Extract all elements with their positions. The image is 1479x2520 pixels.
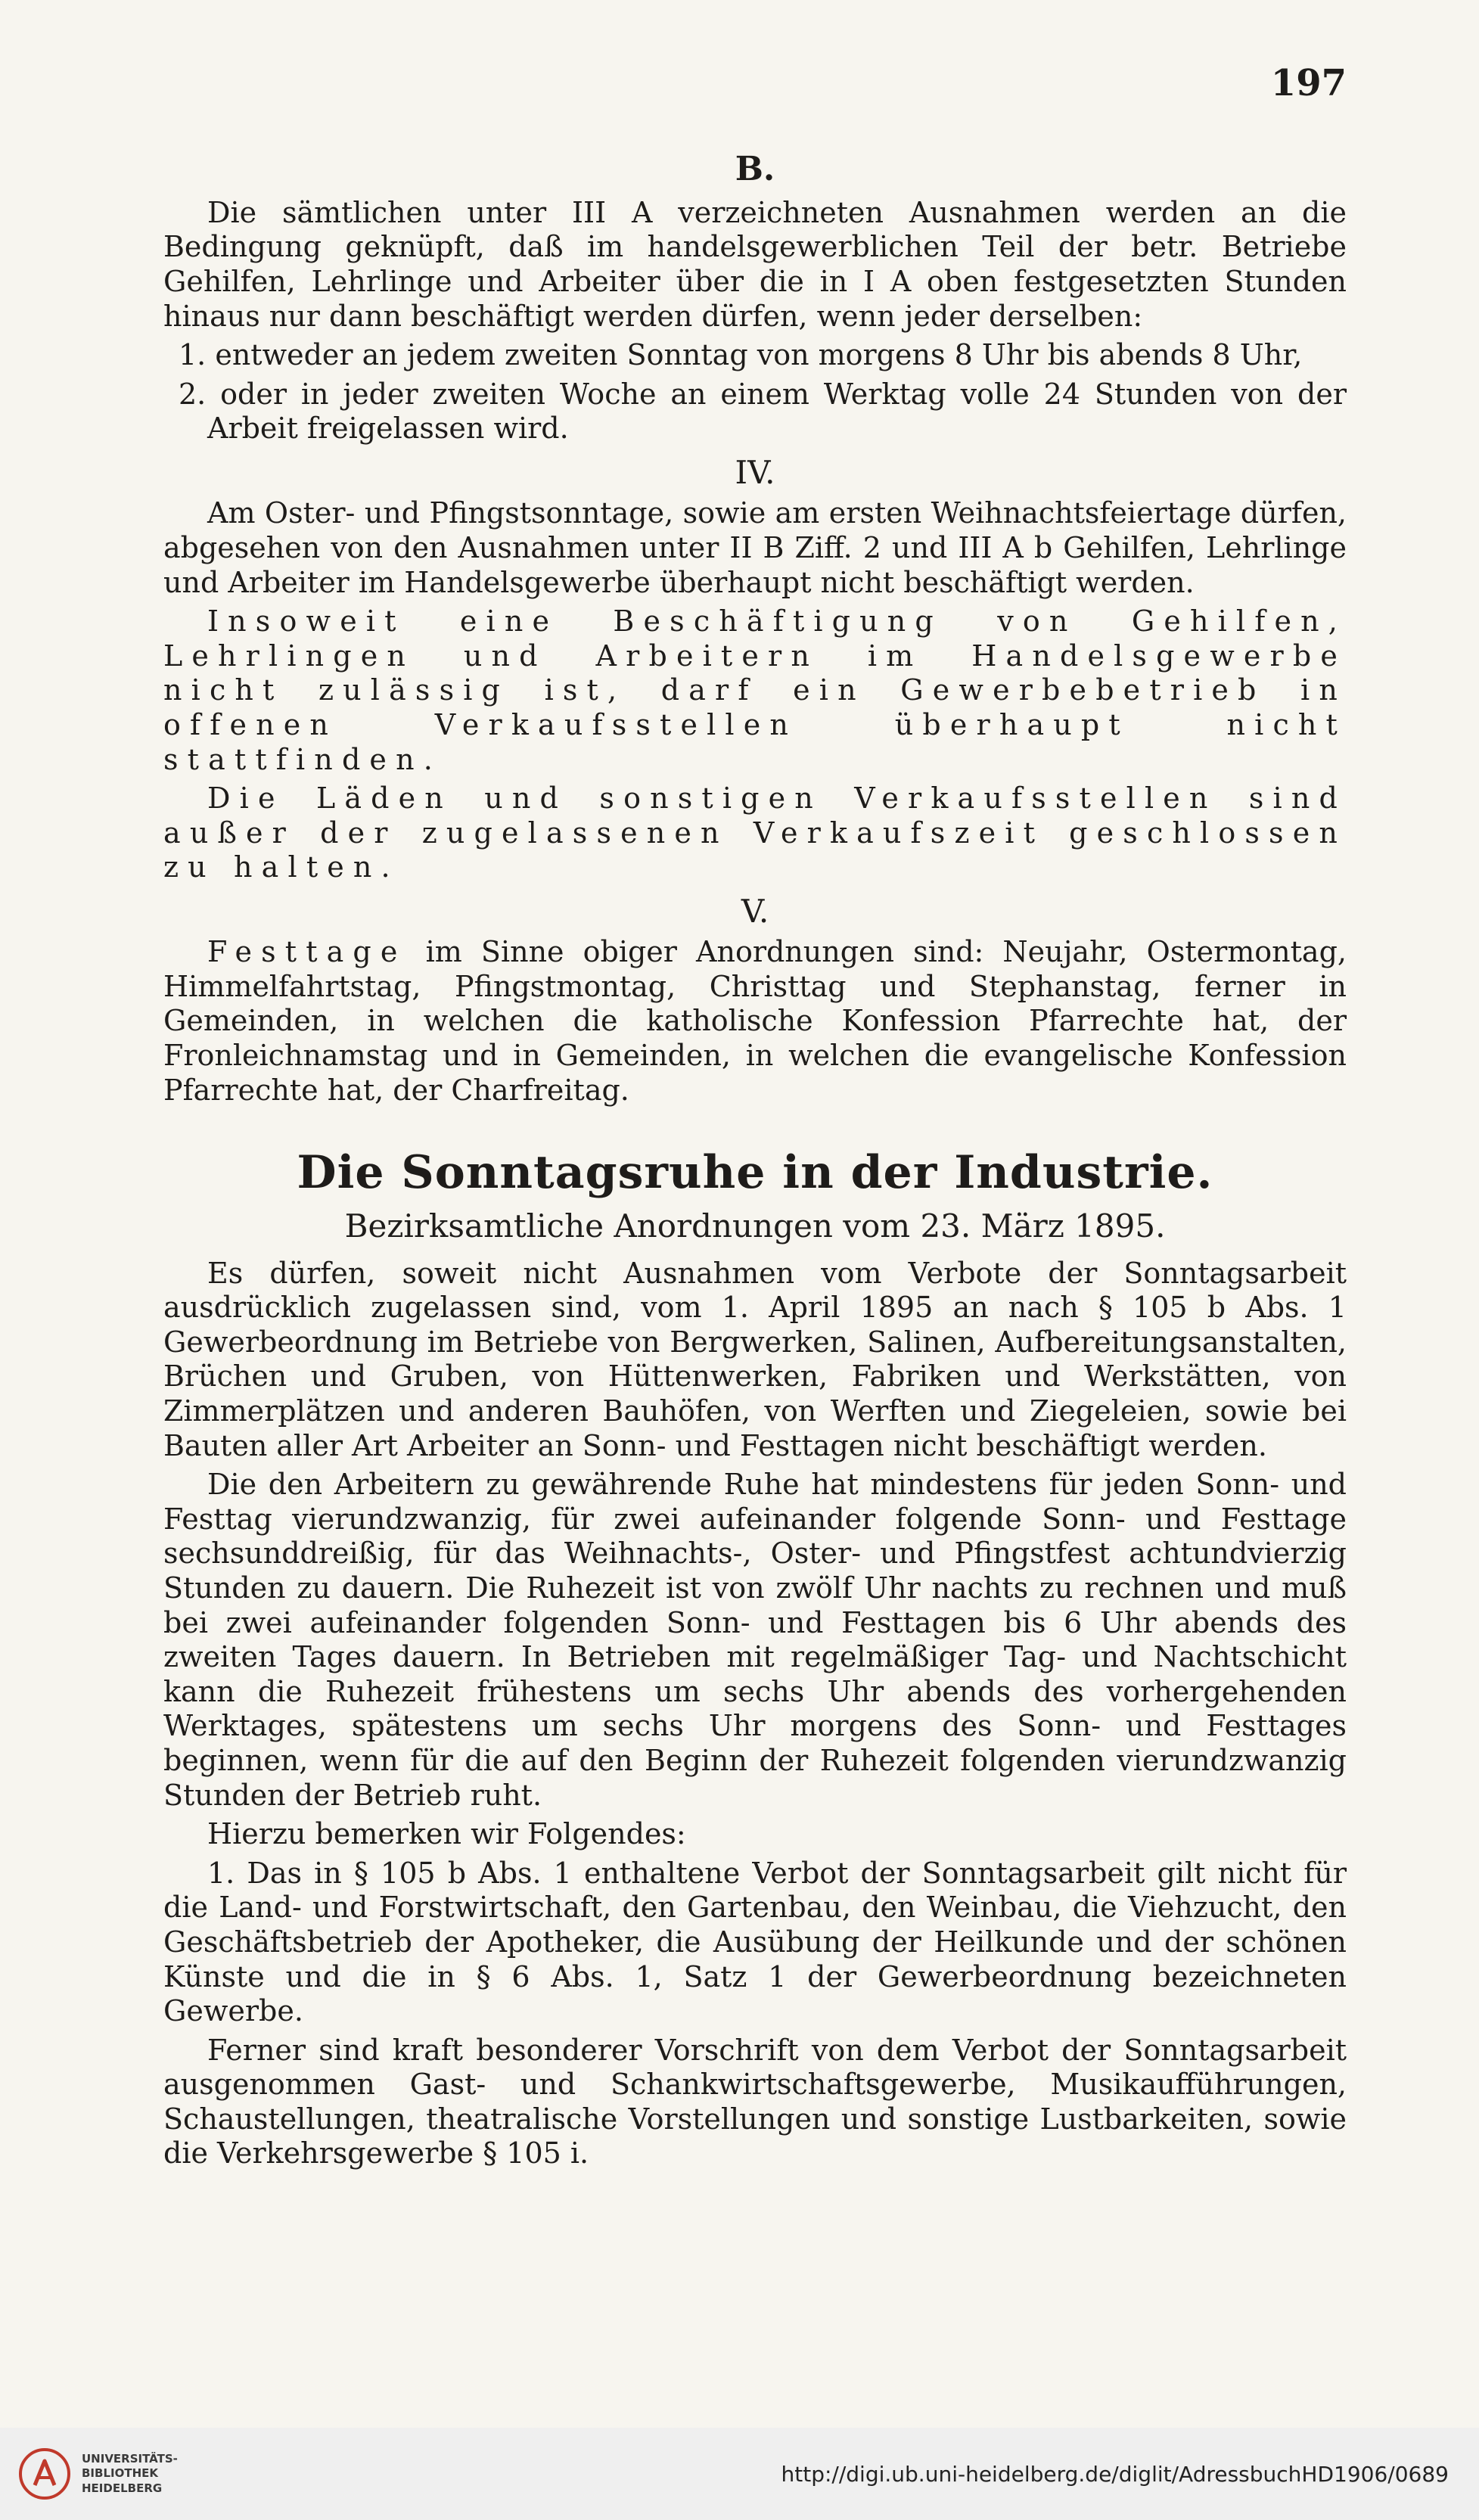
section-b-heading: B.: [735, 150, 775, 188]
industry-paragraph-3: Hierzu bemerken wir Folgendes:: [207, 1817, 686, 1851]
section-v-heading: V.: [741, 892, 769, 930]
festtage-lead: Festtage: [207, 935, 407, 969]
section-iv-paragraph-1: Am Oster- und Pfingstsonntage, sowie am ersten Weihnachtsfeiertage dürfen, abgesehen von den Ausnahmen unter II B Ziff. 2 und III A b Gehilfen, Lehrlinge und Arbeiter im Handelsgewerbe überhaupt nicht beschäftigt werden.: [163, 496, 1347, 599]
section-v-paragraph: [163, 935, 1347, 1108]
page-number: 197: [1270, 62, 1347, 104]
page-body: [163, 150, 1347, 2176]
industry-paragraph-5: Ferner sind kraft besonderer Vorschrift von dem Verbot der Sonntagsarbeit ausgenommen Gast- und Schankwirtschaftsgewerbe, Musikaufführungen, Schaustellungen, theatralische Vorstellungen und sonstige Lustbarkeiten, sowie die Verkehrsgewerbe § 105 i.: [163, 2033, 1347, 2170]
footer-bar: [0, 2428, 1479, 2520]
logo-line-3: HEIDELBERG: [82, 2481, 163, 2495]
permalink-url[interactable]: http://digi.ub.uni-heidelberg.de/diglit/AdressbuchHD1906/0689: [781, 2461, 1449, 2487]
logo-line-2: BIBLIOTHEK: [82, 2466, 158, 2481]
heidelberg-seal-icon: [18, 2447, 71, 2500]
section-iv-paragraph-2: Insoweit eine Beschäftigung von Gehilfen, Lehrlingen und Arbeitern im Handelsgewerbe nicht zulässig ist, darf ein Gewerbebetrieb in offenen Verkaufsstellen überhaupt nicht stattfinden.: [163, 604, 1347, 776]
section-iv-paragraph-3: Die Läden und sonstigen Verkaufsstellen sind außer der zugelassenen Verkaufszeit geschlossen zu halten.: [163, 781, 1347, 884]
industry-paragraph-1: Es dürfen, soweit nicht Ausnahmen vom Verbote der Sonntagsarbeit ausdrücklich zugelassen sind, vom 1. April 1895 an nach § 105 b Abs. 1 Gewerbeordnung im Betriebe von Bergwerken, Salinen, Aufbereitungsanstalten, Brüchen und Gruben, von Hüttenwerken, Fabriken und Werkstätten, von Zimmerplätzen und anderen Bauhöfen, von Werften und Ziegeleien, sowie bei Bauten aller Art Arbeiter an Sonn- und Festtagen nicht beschäftigt werden.: [163, 1256, 1347, 1462]
section-b-item-1: 1. entweder an jedem zweiten Sonntag von morgens 8 Uhr bis abends 8 Uhr,: [179, 338, 1303, 372]
industry-paragraph-2: Die den Arbeitern zu gewährende Ruhe hat mindestens für jeden Sonn- und Festtag vierundzwanzig, für zwei aufeinander folgende Sonn- und Festtage sechsunddreißig, für das Weihnachts-, Oster- und Pfingstfest achtundvierzig Stunden zu dauern. Die Ruhezeit ist von zwölf Uhr nachts zu rechnen und muß bei zwei aufeinander folgenden Sonn- und Festtagen bis 6 Uhr abends des zweiten Tages dauern. In Betrieben mit regelmäßiger Tag- und Nachtschicht kann die Ruhezeit frühestens um sechs Uhr abends des vorhergehenden Werktages, spätestens um sechs Uhr morgens des Sonn- und Festtages beginnen, wenn für die auf den Beginn der Ruhezeit folgenden vierundzwanzig Stunden der Betrieb ruht.: [163, 1468, 1347, 1812]
section-iv-heading: IV.: [735, 453, 775, 491]
section-v-text: im Sinne obiger Anordnungen sind: Neujahr, Ostermontag, Himmelfahrtstag, Pfingstmontag, Christtag und Stephanstag, ferner in Gemeinden, in welchen die katholische Konfession Pfarrechte hat, der Fronleichnamstag und in Gemeinden, in welchen die evangelische Konfession Pfarrechte hat, der Charfreitag.: [163, 935, 1347, 1107]
industry-title: Die Sonntagsruhe in der Industrie.: [297, 1146, 1213, 1200]
logo-line-1: UNIVERSITÄTS-: [82, 2451, 178, 2466]
section-b-intro: Die sämtlichen unter III A verzeichneten Ausnahmen werden an die Bedingung geknüpft, daß im handelsgewerblichen Teil der betr. Betriebe Gehilfen, Lehrlinge und Arbeiter über die in I A oben festgesetzten Stunden hinaus nur dann beschäftigt werden dürfen, wenn jeder derselben:: [163, 195, 1347, 333]
industry-paragraph-4: 1. Das in § 105 b Abs. 1 enthaltene Verbot der Sonntagsarbeit gilt nicht für die Land- und Forstwirtschaft, den Gartenbau, den Weinbau, die Viehzucht, den Geschäftsbetrieb der Apotheker, die Ausübung der Heilkunde und der schönen Künste und die in § 6 Abs. 1, Satz 1 der Gewerbeordnung bezeichneten Gewerbe.: [163, 1856, 1347, 2028]
section-b-item-2: 2. oder in jeder zweiten Woche an einem Werktag volle 24 Stunden von der Arbeit freigelassen wird.: [179, 377, 1347, 446]
industry-subtitle: Bezirksamtliche Anordnungen vom 23. März 1895.: [344, 1207, 1166, 1245]
library-logo-text: [82, 2452, 178, 2497]
library-logo[interactable]: [18, 2447, 178, 2500]
